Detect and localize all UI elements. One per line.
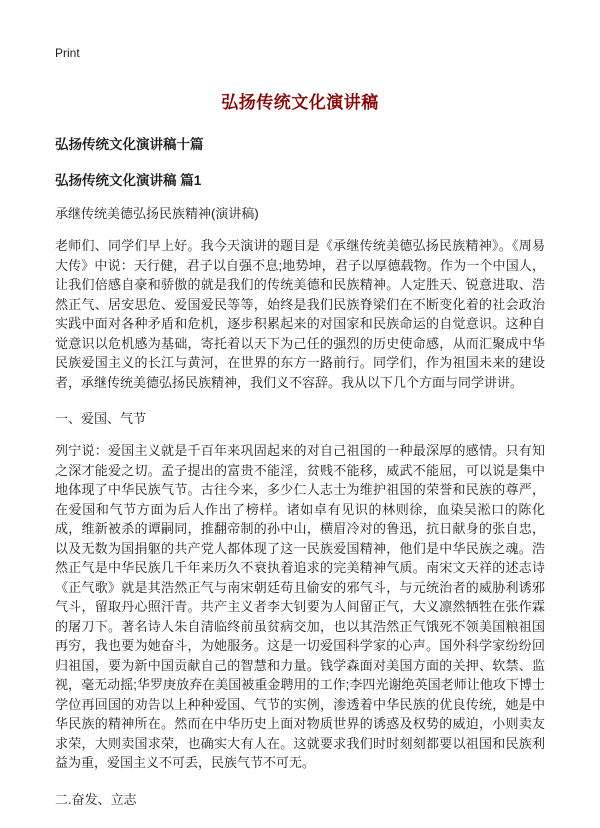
collection-title: 弘扬传统文化演讲稿十篇 (55, 137, 204, 152)
section2-title: 二.奋发、立志 (55, 791, 137, 807)
page-title: 弘扬传统文化演讲稿 (221, 93, 379, 112)
piece1-heading: 弘扬传统文化演讲稿 篇1 (55, 173, 202, 188)
paragraph-intro: 老师们、同学们早上好。我今天演讲的题目是《承继传统美德弘扬民族精神》。《周易大传》中说：天行健，君子以自强不息;地势坤，君子以厚德载物。作为一个中国人，让我们倍感自豪和骄傲的就是我们的传统美德和民族精神。人定胜天、锐意进取、浩然正气、居安思危、爱国爱民等等，始终是我们民族脊梁们在不断变化着的社会政治实践中面对各种矛盾和危机，逐步积累起来的对国家和民族命运的自觉意识。这种自觉意识以危机感为基础，寄托着以天下为己任的强烈的历史使命感，从而汇聚成中华民族爱国主义的长江与黄河，在世界的东方一路前行。同学们，作为祖国未来的建设者，承继传统美德弘扬民族精神，我们义不容辞。我从以下几个方面与同学讲讲。 (55, 238, 545, 390)
print-button[interactable]: Print (55, 46, 80, 60)
paragraph-patriotism: 列宁说：爱国主义就是千百年来巩固起来的对自己祖国的一种最深厚的感情。只有知之深才能爱之切。孟子提出的富贵不能淫，贫贱不能移，威武不能屈，可以说是集中地体现了中华民族气节。古往今来，多少仁人志士为维护祖国的荣誉和民族的尊严，在爱国和气节方面为后人作出了榜样。诸如卓有见识的林则徐，血染吴淞口的陈化成，维新被杀的谭嗣同，推翻帝制的孙中山，横眉冷对的鲁迅，抗日献身的张自忠，以及无数为国捐躯的共产党人都体现了这一民族爱国精神，他们是中华民族之魂。浩然正气是中华民族几千年来历久不衰执着追求的完美精神气质。南宋文天祥的述志诗《正气歌》就是其浩然正气与南宋朝廷苟且偷安的邪气斗，与元统治者的威胁利诱邪气斗，留取丹心照汗青。共产主义者李大钊要为人间留正气，大义凛然牺牲在张作霖的屠刀下。著名诗人朱自清临终前虽贫病交加，也以其浩然正气饿死不领美国粮祖国再穷，我也要为她奋斗，为她服务。这是一切爱国科学家的心声。国外科学家纷纷回归祖国，要为新中国贡献自己的智慧和力量。钱学森面对美国方面的关押、软禁、监视，毫无动摇;华罗庚放弃在美国被重金聘用的工作;李四光谢绝英国老师让他攻下博士学位再回国的劝告以上种种爱国、气节的实例，渗透着中华民族的优良传统，她是中华民族的精神所在。然而在中华历史上面对物质世界的诱惑及权势的威迫，小则卖友求荣，大则卖国求荣，也确实大有人在。这就要求我们时时刻刻都要以祖国和民族利益为重，爱国主义不可丢，民族气节不可无。 (55, 443, 545, 770)
section1-title: 一、爱国、气节 (55, 411, 147, 426)
piece1-lead: 承继传统美德弘扬民族精神(演讲稿) (55, 206, 259, 221)
